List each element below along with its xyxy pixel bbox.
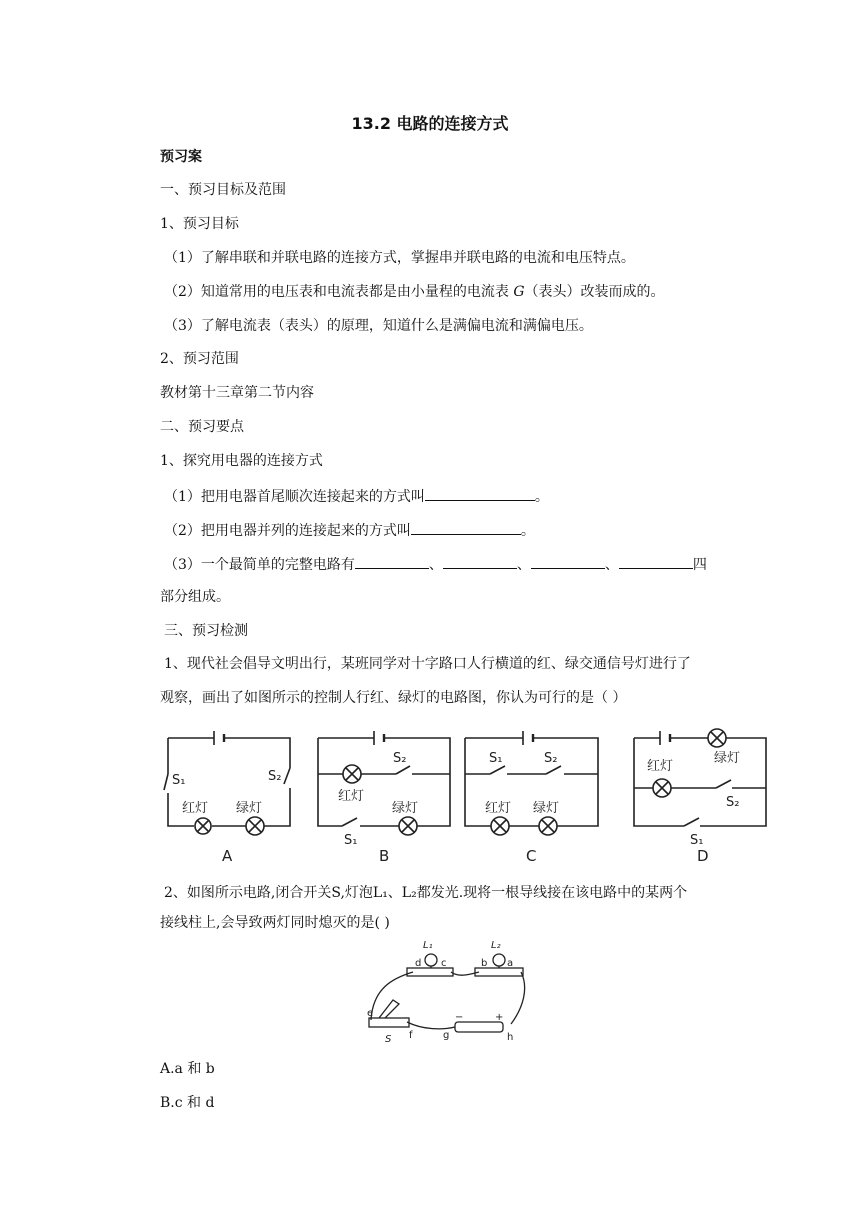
section-1-title: 一、预习目标及范围 xyxy=(160,182,286,198)
answer-blank xyxy=(619,553,693,569)
label-s2: S₂ xyxy=(268,769,282,784)
label-switch-s: S xyxy=(385,1034,392,1044)
physical-circuit-figure xyxy=(363,938,529,1044)
label-green-light: 绿灯 xyxy=(533,801,560,816)
subsection-explore: 1、探究用电器的连接方式 xyxy=(160,453,323,469)
goal-3: （3）了解电流表（表头）的原理，知道什么是满偏电流和满偏电压。 xyxy=(164,318,593,334)
option-label-c: C xyxy=(526,847,537,865)
page-title: 13.2 电路的连接方式 xyxy=(351,114,509,133)
label-green-light: 绿灯 xyxy=(392,801,419,816)
option-label-b: B xyxy=(379,847,390,865)
battery-minus: − xyxy=(455,1012,464,1023)
label-s1: S₁ xyxy=(690,833,704,848)
label-s2: S₂ xyxy=(726,795,740,810)
label-l1: L₁ xyxy=(423,940,433,951)
answer-blank xyxy=(355,553,429,569)
separator: 、 xyxy=(516,557,531,573)
option-label-a: A xyxy=(222,847,233,865)
label-s2: S₂ xyxy=(393,751,407,766)
battery xyxy=(455,1022,503,1032)
battery-plus: + xyxy=(495,1012,504,1023)
bulb-holder-l2 xyxy=(475,968,523,976)
label-red-light: 红灯 xyxy=(338,789,365,804)
label-green-light: 绿灯 xyxy=(236,801,263,816)
label-red-light: 红灯 xyxy=(647,759,674,774)
answer-blank xyxy=(443,553,517,569)
bulb-holder-l1 xyxy=(407,968,453,976)
terminal-d: d xyxy=(415,958,422,969)
problem-2-line-2: 接线柱上,会导致两灯同时熄灭的是( ) xyxy=(160,915,390,931)
circuit-option-c xyxy=(465,731,598,835)
problem-1-line-1: 1、现代社会倡导文明出行，某班同学对十字路口人行横道的红、绿交通信号灯进行了 xyxy=(164,656,691,672)
question-3 xyxy=(164,553,707,575)
answer-option-b: B.c 和 d xyxy=(160,1095,215,1111)
section-3-title: 三、预习检测 xyxy=(164,623,248,639)
goal-2-variable: G xyxy=(513,284,525,300)
terminal-c: c xyxy=(441,958,447,969)
answer-blank xyxy=(531,553,605,569)
question-2-period: 。 xyxy=(520,523,535,539)
question-3-continued: 部分组成。 xyxy=(160,589,230,605)
label-s1: S₁ xyxy=(489,751,503,766)
subsection-range: 2、预习范围 xyxy=(160,351,239,367)
problem-2-line-1: 2、如图所示电路,闭合开关S,灯泡L₁、L₂都发光.现将一根导线接在该电路中的某两个 xyxy=(164,885,688,901)
label-s1: S₁ xyxy=(344,833,358,848)
section-heading: 预习案 xyxy=(160,149,202,165)
separator: 、 xyxy=(428,557,443,573)
terminal-h: h xyxy=(507,1032,514,1043)
option-label-d: D xyxy=(697,847,709,865)
terminal-e: e xyxy=(367,1008,374,1019)
terminal-f: f xyxy=(409,1030,413,1041)
circuit-option-b xyxy=(318,731,450,835)
terminal-g: g xyxy=(443,1030,450,1041)
switch-lever xyxy=(379,1000,399,1018)
label-red-light: 红灯 xyxy=(485,801,512,816)
label-s1: S₁ xyxy=(172,773,186,788)
question-2-text: （2）把用电器并列的连接起来的方式叫 xyxy=(164,523,411,539)
traffic-light-circuits-figure xyxy=(160,718,772,868)
section-2-title: 二、预习要点 xyxy=(160,419,244,435)
question-2 xyxy=(164,519,535,541)
question-3-text: （3）一个最简单的完整电路有 xyxy=(164,557,355,573)
label-red-light: 红灯 xyxy=(182,801,209,816)
separator: 、 xyxy=(604,557,619,573)
goal-1: （1）了解串联和并联电路的连接方式，掌握串并联电路的电流和电压特点。 xyxy=(164,250,635,266)
label-l2: L₂ xyxy=(491,940,501,951)
terminal-b: b xyxy=(481,958,488,969)
question-1 xyxy=(164,485,549,507)
goal-2-text: （2）知道常用的电压表和电流表都是由小量程的电流表 xyxy=(164,284,509,300)
goal-2 xyxy=(164,282,665,302)
problem-1-line-2: 观察，画出了如图所示的控制人行红、绿灯的电路图，你认为可行的是（ ） xyxy=(160,690,627,706)
label-s2: S₂ xyxy=(544,751,558,766)
terminal-a: a xyxy=(507,958,514,969)
answer-option-a: A.a 和 b xyxy=(160,1061,215,1077)
label-green-light: 绿灯 xyxy=(714,751,741,766)
question-1-period: 。 xyxy=(534,489,549,505)
question-3-end: 四 xyxy=(692,557,707,573)
bulb-l2 xyxy=(493,954,505,966)
switch-base xyxy=(369,1018,409,1027)
range-text: 教材第十三章第二节内容 xyxy=(160,385,314,401)
question-1-text: （1）把用电器首尾顺次连接起来的方式叫 xyxy=(164,489,425,505)
answer-blank xyxy=(425,485,535,501)
bulb-l1 xyxy=(425,954,437,966)
answer-blank xyxy=(411,519,521,535)
goal-2-text-end: （表头）改装而成的。 xyxy=(524,284,665,300)
circuit-option-d xyxy=(634,729,766,826)
subsection-goals: 1、预习目标 xyxy=(160,216,239,232)
